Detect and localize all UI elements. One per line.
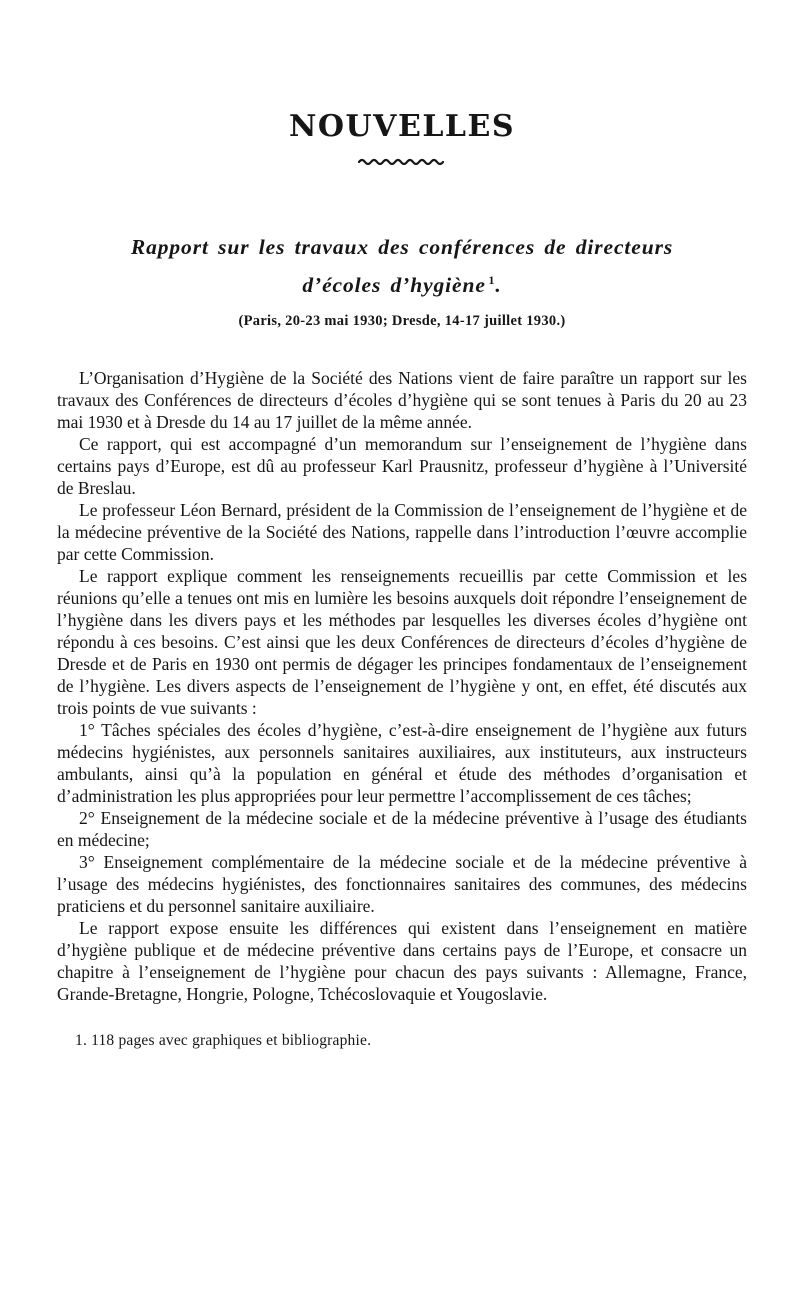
footnote-marker: 1: [488, 273, 496, 287]
paragraph-bernard: Le professeur Léon Bernard, président de la Commission de l’enseignement de l’hygiène et de la médecine préventive de la Société des Nations, rappelle dans l’introduction l’œuvre accomplie par cette Commission.: [57, 500, 747, 565]
article-title: [57, 231, 747, 302]
section-heading: NOUVELLES: [288, 109, 516, 144]
list-item-2: 2° Enseignement de la médecine sociale et de la médecine préventive à l’usage des étudiants en médecine;: [57, 808, 747, 851]
list-item-3: 3° Enseignement complémentaire de la médecine sociale et de la médecine préventive à l’usage des médecins hygiénistes, des fonctionnaires sanitaires des communes, des médecins praticiens et du personnel sanitaire auxiliaire.: [57, 852, 747, 917]
article-title-line1: Rapport sur les travaux des conférences de directeurs: [130, 235, 674, 259]
wavy-divider-icon: [358, 157, 446, 166]
article-title-line2: d’écoles d’hygiène: [302, 273, 486, 298]
article-title-period: .: [495, 273, 502, 298]
wavy-divider: [57, 157, 747, 167]
paragraph-explique: Le rapport explique comment les renseignements recueillis par cette Commission et les réunions qu’elle a tenues ont mis en lumière les besoins auxquels doit répondre l’enseignement de l’hygiène dans les divers pays et les méthodes par lesquelles les diverses écoles d’hygiène ont répondu à ces besoins. C’est ainsi que les deux Conférences de directeurs d’écoles d’hygiène de Dresde et de Paris en 1930 ont permis de dégager les principes fondamentaux de l’enseignement de l’hygiène. Les divers aspects de l’enseignement de l’hygiène y ont, en effet, été discutés aux trois points de vue suivants :: [57, 566, 747, 719]
footnote: 1. 118 pages avec graphiques et bibliographie.: [75, 1032, 372, 1050]
dateline: (Paris, 20-23 mai 1930; Dresde, 14-17 juillet 1930.): [238, 313, 566, 330]
paragraph-conclusion: Le rapport expose ensuite les différences qui existent dans l’enseignement en matière d’hygiène publique et de médecine préventive dans certains pays de l’Europe, et consacre un chapitre à l’enseignement de l’hygiène pour chacun des pays suivants : Allemagne, France, Grande-Bretagne, Hongrie, Pologne, Tchécoslovaquie et Yougoslavie.: [57, 918, 747, 1005]
list-item-1: 1° Tâches spéciales des écoles d’hygiène, c’est-à-dire enseignement de l’hygiène aux futurs médecins hygiénistes, aux personnels sanitaires auxiliaires, aux instituteurs, aux instructeurs ambulants, ainsi qu’à la population en général et étude des méthodes d’organisation et d’administration les plus appropriées pour leur permettre l’accomplissement de ces tâches;: [57, 720, 747, 807]
paragraph-intro: L’Organisation d’Hygiène de la Société des Nations vient de faire paraître un rapport sur les travaux des Conférences de directeurs d’écoles d’hygiène qui se sont tenues à Paris du 20 au 23 mai 1930 et à Dresde du 14 au 17 juillet de la même année.: [57, 368, 747, 433]
paragraph-report: Ce rapport, qui est accompagné d’un memorandum sur l’enseignement de l’hygiène dans certains pays d’Europe, est dû au professeur Karl Prausnitz, professeur d’hygiène à l’Université de Breslau.: [57, 434, 747, 499]
article-body: [57, 367, 747, 1005]
